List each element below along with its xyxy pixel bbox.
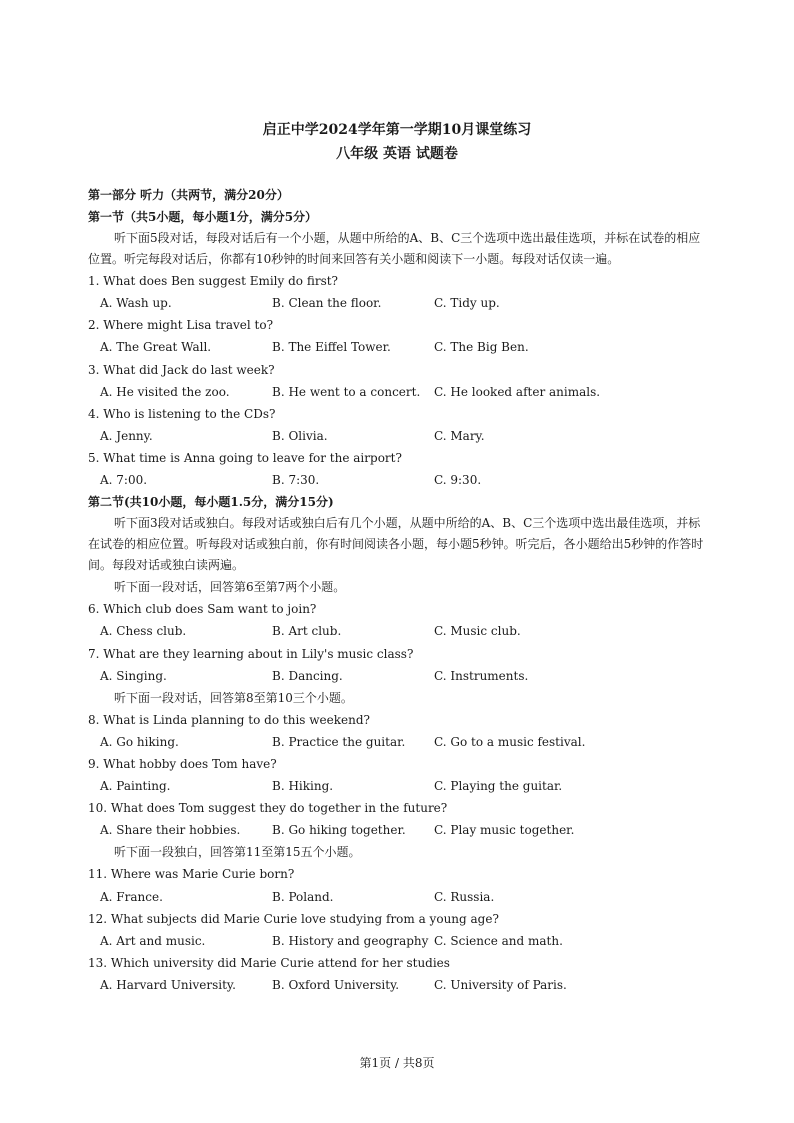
option-b: B. Olivia. [272,428,328,443]
option-a: A. Share their hobbies. [100,823,241,838]
option-b: B. History and geography [272,933,429,948]
answer-options [88,886,708,908]
option-c: C. Tidy up. [434,296,500,311]
question-text: 12. What subjects did Marie Curie love studying from a young age? [88,911,499,926]
option-b: B. 7:30. [272,473,320,488]
option-c: C. Russia. [434,889,495,904]
question-text: 5. What time is Anna going to leave for the airport? [88,450,402,465]
option-a: A. The Great Wall. [100,340,212,355]
option-b: B. Clean the floor. [272,296,382,311]
answer-options [88,469,708,491]
part-heading: 第一部分 听力（共两节，满分20分） [88,188,289,202]
group-intro: 听下面一段独白，回答第11至第15五个小题。 [114,845,361,860]
option-a: A. He visited the zoo. [100,384,230,399]
question-text: 4. Who is listening to the CDs? [88,406,276,421]
option-a: A. Painting. [100,779,171,794]
answer-options [88,974,708,996]
option-a: A. Wash up. [100,296,172,311]
option-b: B. Practice the guitar. [272,734,406,749]
option-a: A. Jenny. [100,428,153,443]
answer-options [88,381,708,403]
group-intro: 听下面一段对话，回答第8至第10三个小题。 [114,690,353,705]
group-intro: 听下面一段对话，回答第6至第7两个小题。 [114,580,346,595]
answer-options [88,930,708,952]
answer-options [88,292,708,314]
option-c: C. Science and math. [434,933,563,948]
section-heading: 第一节（共5小题，每小题1分，满分5分） [88,210,318,225]
question-text: 2. Where might Lisa travel to? [88,318,274,333]
answer-options [88,425,708,447]
question-text: 3. What did Jack do last week? [88,362,275,377]
section-heading: 第二节(共10小题，每小题1.5分，满分15分) [88,495,334,510]
question-text: 13. Which university did Marie Curie attend for her studies [88,955,450,970]
option-b: B. Oxford University. [272,977,400,992]
option-c: C. University of Paris. [434,977,567,992]
question-text: 7. What are they learning about in Lily's music class? [88,646,414,661]
answer-options [88,819,708,841]
question-text: 8. What is Linda planning to do this weekend? [88,712,370,727]
option-c: C. The Big Ben. [434,340,529,355]
option-b: B. The Eiffel Tower. [272,340,391,355]
option-b: B. Poland. [272,889,334,904]
page-number: 第1页 / 共8页 [359,1056,435,1070]
question-text: 9. What hobby does Tom have? [88,756,277,771]
option-c: C. Instruments. [434,668,529,683]
section-instructions: 听下面3段对话或独白。每段对话或独白后有几个小题，从题中所给的A、B、C三个选项中选出最佳选项，并标在试卷的相应位置。听每段对话或独白前，你有时间阅读各小题，每小题5秒钟。听完后，各小题给出5秒钟的作答时间。每段对话或独白读两遍。 [88,516,704,573]
answer-options [88,665,708,687]
answer-options [88,336,708,358]
option-c: C. 9:30. [434,473,482,488]
answer-options [88,731,708,753]
option-b: B. Dancing. [272,668,343,683]
question-text: 6. Which club does Sam want to join? [88,602,317,617]
option-a: A. 7:00. [100,473,148,488]
answer-options [88,620,708,642]
option-a: A. Singing. [100,668,167,683]
option-b: B. He went to a concert. [272,384,421,399]
option-c: C. Play music together. [434,823,575,838]
option-c: C. Playing the guitar. [434,779,563,794]
option-b: B. Hiking. [272,779,334,794]
option-a: A. Harvard University. [100,977,236,992]
section-instructions: 听下面5段对话，每段对话后有一个小题，从题中所给的A、B、C三个选项中选出最佳选项，并标在试卷的相应位置。听完每段对话后，你都有10秒钟的时间来回答有关小题和阅读下一小题。每段对话仅读一遍。 [88,231,701,267]
option-c: C. Mary. [434,428,485,443]
option-c: C. Music club. [434,624,521,639]
option-b: B. Go hiking together. [272,823,406,838]
exam-content [88,184,708,996]
option-c: C. Go to a music festival. [434,734,586,749]
question-text: 11. Where was Marie Curie born? [88,867,295,882]
exam-title: 启正中学2024学年第一学期10月课堂练习 [262,122,532,138]
option-a: A. Chess club. [100,624,187,639]
option-b: B. Art club. [272,624,342,639]
option-a: A. France. [100,889,163,904]
question-text: 1. What does Ben suggest Emily do first? [88,274,338,289]
option-a: A. Go hiking. [100,734,179,749]
answer-options [88,775,708,797]
exam-subtitle: 八年级 英语 试题卷 [336,146,458,162]
option-c: C. He looked after animals. [434,384,601,399]
option-a: A. Art and music. [100,933,206,948]
question-text: 10. What does Tom suggest they do together in the future? [88,801,448,816]
